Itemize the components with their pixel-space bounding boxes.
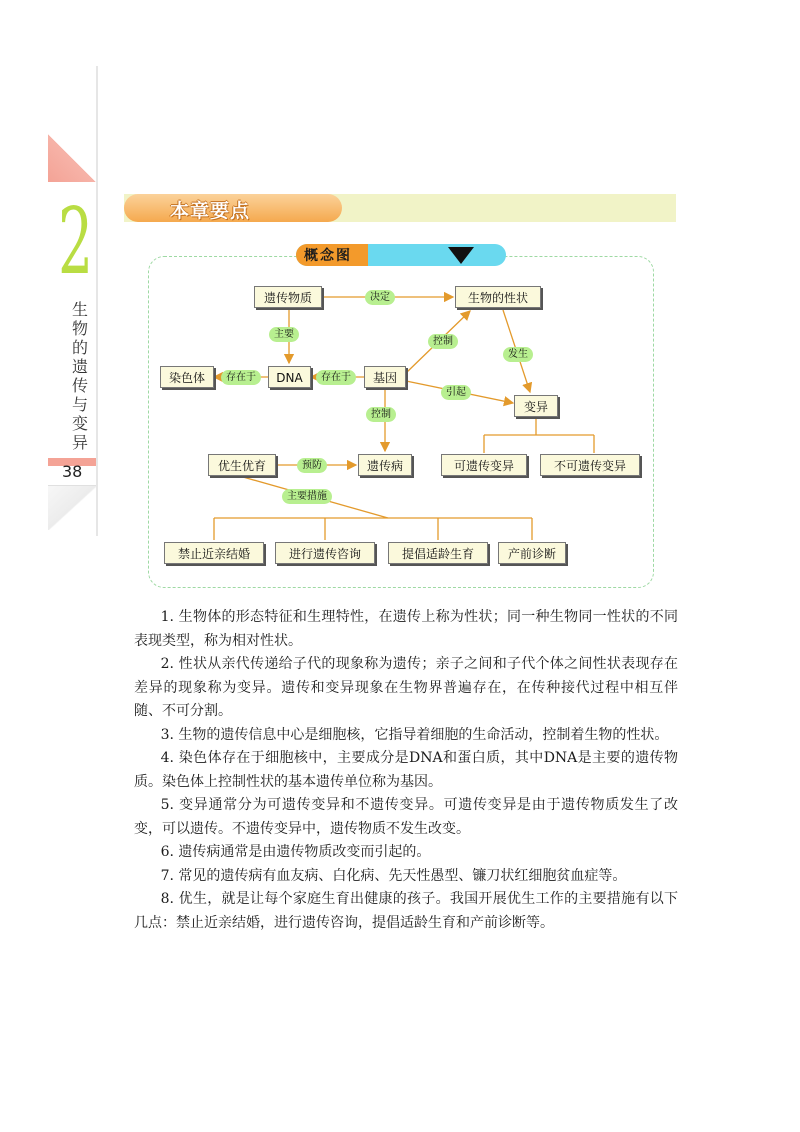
key-point-7: 7. 常见的遗传病有血友病、白化病、先天性愚型、镰刀状红细胞贫血症等。 (160, 867, 627, 884)
label-control-traits: 控制 (428, 334, 458, 349)
key-point-6: 6. 遗传病通常是由遗传物质改变而引起的。 (160, 844, 431, 860)
chapter-number: 2 (58, 188, 94, 295)
label-occurs: 发生 (503, 347, 533, 362)
label-prevent: 预防 (297, 458, 327, 473)
node-genetic-counseling: 进行遗传咨询 (275, 542, 375, 564)
concept-map-tag: 概念图 (304, 248, 352, 264)
key-points (134, 606, 678, 935)
key-point-1: 1. 生物体的形态特征和生理特性，在遗传上称为性状；同一种生物同一性状的不同表现类型，称为相对性状。 (134, 609, 678, 649)
label-exists-in-2: 存在于 (316, 370, 356, 385)
node-traits: 生物的性状 (455, 286, 541, 308)
section-title: 本章要点 (170, 200, 251, 222)
node-proper-age-birth: 提倡适龄生育 (388, 542, 488, 564)
key-point-2: 2. 性状从亲代传递给子代的现象称为遗传；亲子之间和子代个体之间性状表现存在差异的现象称为变异。遗传和变异现象在生物界普遍存在，在传种接代过程中相互伴随、不可分割。 (134, 656, 678, 719)
key-point-3: 3. 生物的遗传信息中心是细胞核，它指导着细胞的生命活动，控制着生物的性状。 (160, 726, 669, 743)
node-genetic-material: 遗传物质 (254, 286, 322, 308)
label-control-disease: 控制 (366, 407, 396, 422)
label-decides: 决定 (365, 290, 395, 305)
node-eugenics: 优生优育 (208, 454, 276, 476)
node-gene: 基因 (364, 366, 406, 388)
key-point-5: 5. 变异通常分为可遗传变异和不遗传变异。可遗传变异是由于遗传物质发生了改变，可以遗传。不遗传变异中，遗传物质不发生改变。 (134, 797, 678, 837)
node-variation: 变异 (514, 395, 558, 417)
label-causes: 引起 (441, 385, 471, 400)
key-point-8: 8. 优生，就是让每个家庭生育出健康的孩子。我国开展优生工作的主要措施有以下几点：禁止近亲结婚，进行遗传咨询，提倡适龄生育和产前诊断等。 (134, 891, 678, 931)
label-main: 主要 (269, 327, 299, 342)
node-nonheritable-variation: 不可遗传变异 (540, 454, 640, 476)
node-no-consanguineous-marriage: 禁止近亲结婚 (164, 542, 264, 564)
node-prenatal-diagnosis: 产前诊断 (498, 542, 566, 564)
page-number: 38 (62, 462, 83, 481)
key-point-4: 4. 染色体存在于细胞核中，主要成分是DNA和蛋白质，其中DNA是主要的遗传物质。染色体上控制性状的基本遗传单位称为基因。 (134, 750, 678, 790)
node-dna: DNA (268, 366, 311, 388)
label-main-measures: 主要措施 (282, 489, 332, 504)
chapter-title: 生物的遗传与变异 (72, 300, 89, 452)
node-heritable-variation: 可遗传变异 (441, 454, 527, 476)
label-exists-in-1: 存在于 (221, 370, 261, 385)
node-chromosome: 染色体 (160, 366, 214, 388)
node-genetic-disease: 遗传病 (358, 454, 412, 476)
